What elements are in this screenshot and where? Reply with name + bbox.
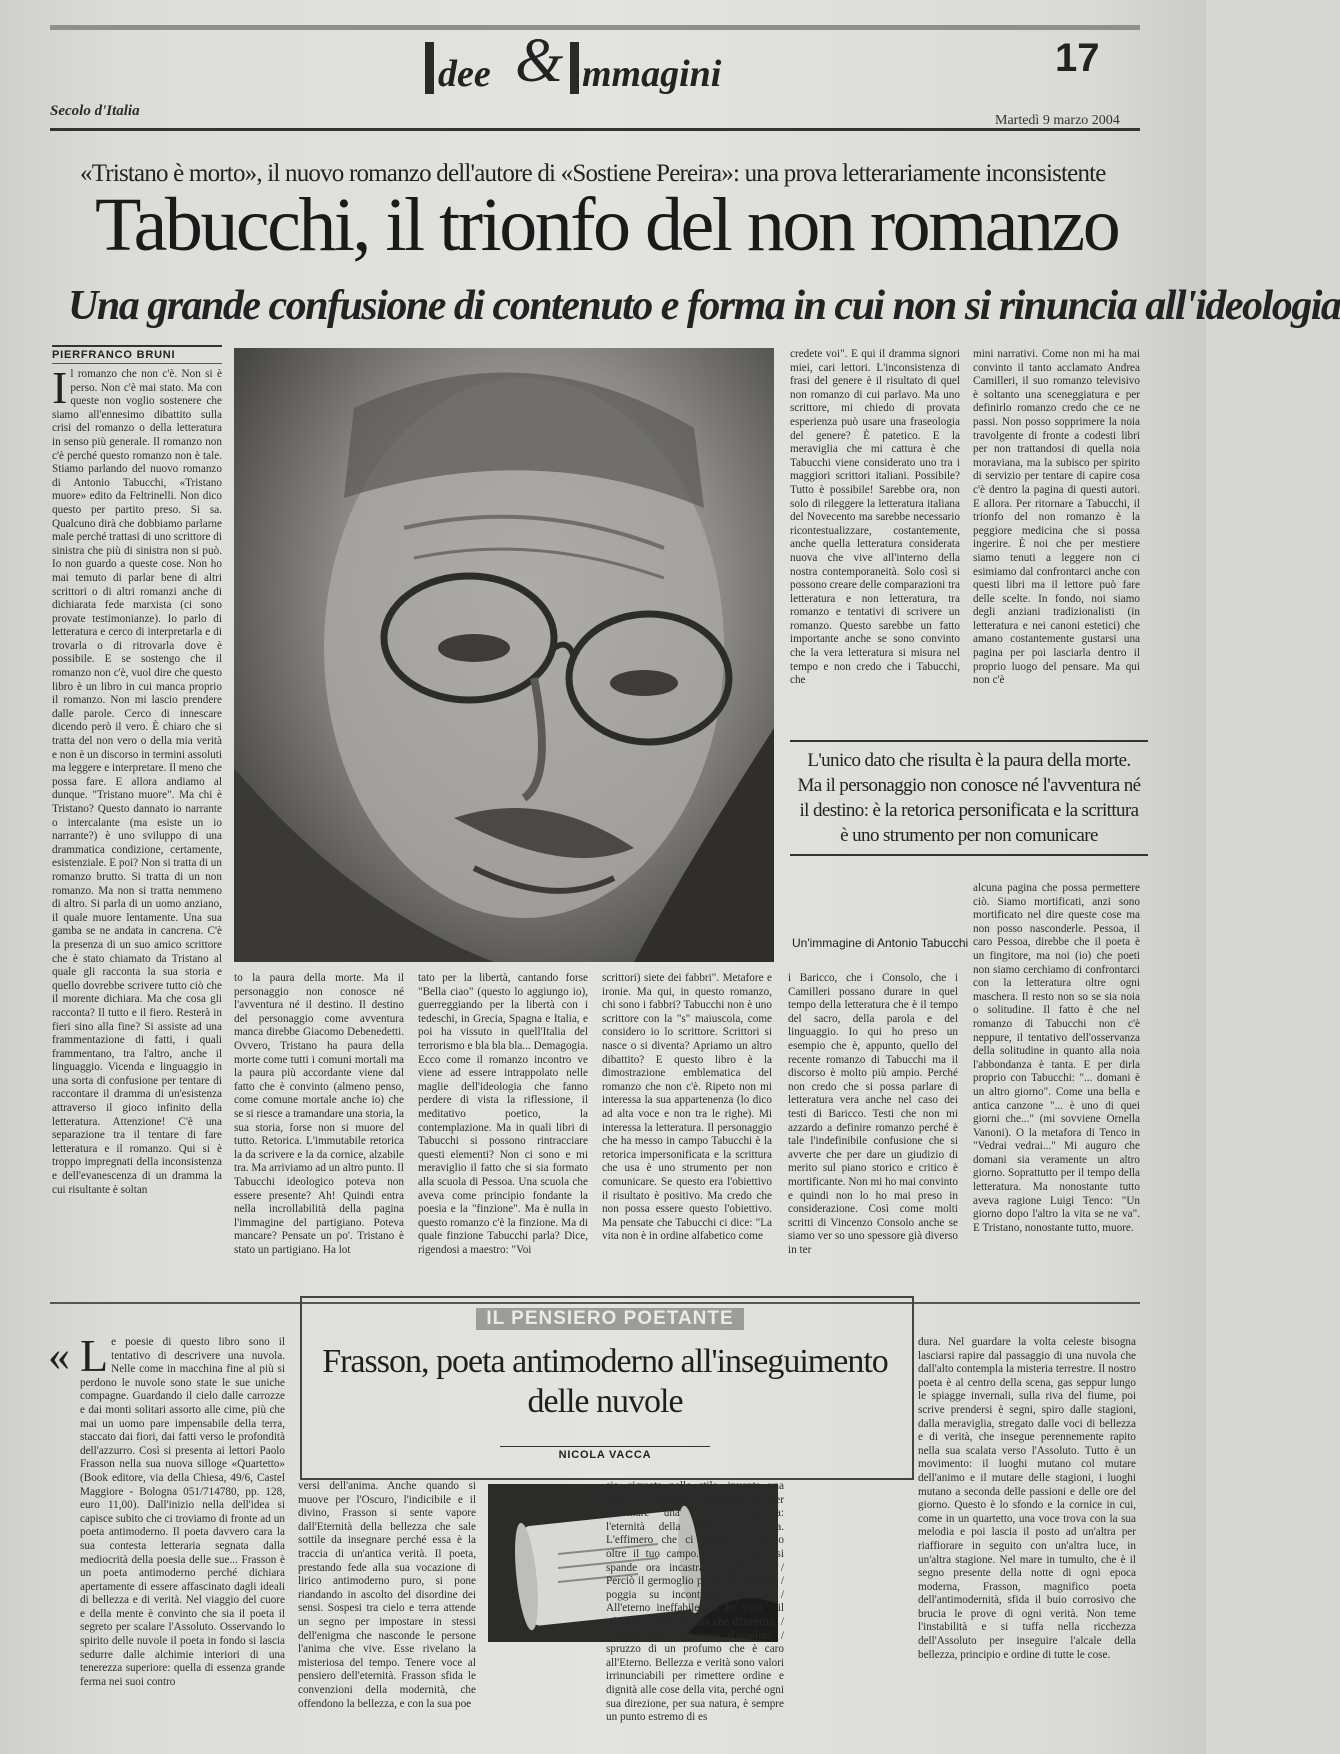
bottom-article-title: Frasson, poeta antimoderno all'inseguimento delle nuvole bbox=[322, 1343, 888, 1420]
section-initial-i bbox=[425, 42, 434, 94]
article-column-2 bbox=[234, 972, 404, 1274]
drop-cap: I bbox=[52, 362, 68, 413]
section-ampersand: & bbox=[515, 27, 564, 95]
column-5-bottom-text: i Baricco, che i Consolo, che i Camilleri possano durare in quel tempo della letteratura che è il tempo del sacro, della parola e del linguaggio. Io qui ho preso un esempio che è, appunto, quello del recente romanzo di Tabucchi ma il discorso è molto più ampio. Perché non credo che si possa parlare di letteratura vera anche nel caso dei testi di Baricco. Testi che non mi azzardo a definire romanzo perché è tale l'indefinibile confusione che si avverte che per dare un giudizio di merito sul piano storico e critico è mortificante. Non mi ho mai convinto e quindi non lo ho mai preso in considerazione. Così come molti scritti di Vincenzo Consolo anche se siamo ver so uno spessore già diverso in ter bbox=[788, 972, 958, 1256]
bottom-column-1-text: e poesie di questo libro sono il tentativo di descrivere una nuvola. Nelle come in macchina fine al più si perdono le nuvole sono state le sue uniche compagne. Guardando il cielo dalle carrozze e dai monti solitari assorto alle cime, più che mai un uomo pare impensabile della terra, staccato dai fiori, dai fatti verso le profondità dell'azzurro. Così si presenta ai lettori Paolo Frasson nella sua nuova silloge «Quartetto» (Book editore, via della Chiesa, 49/6, Castel Maggiore - Bologna 051/714780, pp. 128, euro 11,00). Dall'inizio nella dell'idea si capisce subito che ci troviamo di fronte ad un poeta antimoderno. Il poeta davvero cara la sua contesta letteraria segnata dalla mediocrità della poesia delle sue... Frasson è un poeta antimoderno perché dichiara apertamente di essere affascinato dagli ideali di bellezza e di verità. Nel viaggio del cuore e della mente è convinto che sia il poeta il segreto per scalare l'Assoluto. Osservando lo spirito delle nuvole il poeta in fondo si lascia sedurre dalle alchimie interiori di una tenerezza superiore: quella di essenza grande ferma nei suoi contro bbox=[80, 1336, 285, 1688]
open-quote-mark: « bbox=[48, 1331, 70, 1380]
newspaper-name: Secolo d'Italia bbox=[50, 103, 140, 119]
article-column-5-top bbox=[973, 348, 1140, 720]
column-3-text: tato per la libertà, cantando forse "Bella ciao" (questo lo aggiungo io), guerreggiando per la libertà con i tedeschi, in Grecia, Spagna e Italia, e poi ha vissuto in quell'Italia del terrorismo e bla bla bla... Demagogia. Ecco come il romanzo incontro ve viene ad essere intrappolato nelle maglie dell'ideologia che fanno perdere di vista la riflessione, il meditativo poetico, la contemplazione. Ma in quali libri di Tabucchi si possono rintracciare questi elementi? Non ci sono e mi meraviglio il fatto che si sia formato alla scuola di Pessoa. Una scuola che aveva come principio fondante la poesia e la "finzione". Ma è nulla in questo romanzo c'è la finzione. Ma di quale finzione Tabucchi parla? Dice, rigendosi a maestro: "Voi bbox=[418, 972, 588, 1256]
column-4-bottom-text: scrittori) siete dei fabbri". Metafore e ironie. Ma qui, in questo romanzo, chi sono i fabbri? Tabucchi non è uno scrittore con la "s" maiuscola, come considero io lo scrittore. Scrittori si nasce o si diventa? Apriamo un altro dibattito? E questo libro è la dimostrazione emblematica del romanzo che non c'è. Ripeto non mi interessa la sua appartenenza (lo dico ad alta voce e non tra le righe). Mi interessa la letteratura. Il personaggio che ha messo in campo Tabucchi è la retorica impersonificata e la scrittura che usa è uno strumento per non comunicare. Se questo era l'obiettivo il risultato è positivo. Ma credo che non possa essere questo l'obiettivo. Ma pensate che Tabucchi ci dice: "La vita non è in ordine alfabetico come bbox=[602, 972, 772, 1243]
bottom-column-4-text: dura. Nel guardare la volta celeste bisogna lasciarsi rapire dal passaggio di una nuvola che dall'alto contempla la misteria terrestre. Il nostro poeta è al centro della scena, gas seppur lungo le spiagge invernali, sulla riva del fiume, poi scrive prendersi è segni, spiro dalle stagioni, dalla meraviglia, stregato dalle voci di bellezza e di verità, che insegue perennemente rapito nella sua scalata verso l'Assoluto. Tutto è un movimento: il luoghi mutano col mutare dell'animo e il mutare delle stagioni, i luoghi mutano a seconda delle passioni e delle ore del giorno. Questo è lo sfondo e la cornice in cui, come in un quartetto, una voce trova con la sua melodia e poi lascia il posto ad un'altra per riaffiorare in seguito con un'altra luce, in un'altra stagione. Nel mare in tumulto, che è il segno presente della notte di ogni epoca moderna, Frasson, magnifico poeta dell'antimodernità, sfida il buio corrosivo che brucia le prove di ogni verità. Non teme l'instabilità e si tuffa nella ricchezza dell'Assoluto per inseguire l'alcale della bellezza, principio e ordine di tutte le cose. bbox=[918, 1336, 1136, 1661]
author-photo bbox=[234, 348, 774, 962]
bottom-drop-cap: L bbox=[80, 1330, 109, 1381]
article-headline: Tabucchi, il trionfo del non romanzo bbox=[95, 183, 1119, 267]
article-column-4-bottom bbox=[602, 972, 772, 1274]
section-name-part1: dee bbox=[438, 53, 491, 95]
article-column-1 bbox=[52, 362, 222, 1274]
article-byline: PIERFRANCO BRUNI bbox=[52, 345, 222, 364]
article-column-3 bbox=[418, 972, 588, 1274]
column-5-top-text: mini narrativi. Come non mi ha mai convinto il tanto acclamato Andrea Camilleri, il suo romanzo televisivo è soltanto una sceneggiatura e per definirlo romanzo credo che ce ne passi. Non posso sopprimere la noia travolgente di fronte a codesti libri per non trattandosi di quella noia moraviana, ma la subisco per spirito di servizio per tentare di capire cosa c'è dentro la pagina di questi autori. E allora. Per ritornare a Tabucchi, il trionfo del non romanzo è la peggiore medicina che si possa ingerire. È noi che per mestiere siamo tenuti a leggere non ci esimiamo dal confrontarci anche con questi libri ma il lettore può fare delle scelte. In fondo, noi siamo degli anziani tradizionalisti (in letteratura e nei canoni estetici) che amano costantemente gustarsi una pagina per poi lasciarla dentro il proprio luogo del pensare. Ma qui non c'è bbox=[973, 348, 1140, 687]
section-name-part2: mmagini bbox=[582, 53, 722, 95]
bottom-column-3-text: sia, ricreata nello stile, inventa una serie di metafore antimoderne per affermare una verità sacrosanta: l'eternità della bellezza assoluta. L'effimero che ci accolla (L'Eterno oltre il tuo campo. La semente / si spande ora incastrato dagli anni / Perciò il germoglio preme la sorgente / poggia su incontrabili palazzi / All'eterno ineffabile hai be vuto / il silenzio di Dio. Ma un che d'inverno, / l'ultimo fiore in cerca d'assoluto / spruzzo di un profumo che è caro all'Eterno. Bellezza e verità sono valori irrinunciabili per rimettere ordine e dignità alle cose della vita, perché ogni sua direzione, per sua natura, è sempre un punto estremo di es bbox=[606, 1480, 784, 1724]
portrait-illustration bbox=[234, 348, 774, 962]
article-column-4-top bbox=[790, 348, 960, 720]
article-subhead: Una grande confusione di contenuto e forma in cui non si rinuncia all'ideologia bbox=[68, 283, 1340, 329]
photo-caption: Un'immagine di Antonio Tabucchi bbox=[792, 936, 969, 950]
article-column-5-bottom bbox=[788, 972, 958, 1274]
column-1-text: l romanzo che non c'è. Non si è perso. Non c'è mai stato. Ma con queste non voglio sostenere che siamo all'ennesimo dibattito sulla crisi del romanzo o della letteratura in senso più generale. Il romanzo non c'è perché questo romanzo non è tale. Stiamo parlando del nuovo romanzo di Antonio Tabucchi, «Tristano muore» edito da Feltrinelli. Non dico questo per partito preso. Si sa. Qualcuno dirà che dobbiamo parlarne male perché trattasi di uno scrittore di sinistra che più di sinistra non si può. Io non guardo a queste cose. Non ho mai temuto di parlar bene di altri scrittori o di altri romanzi anche di dichiarata fede marxista (ci sono provate testimonianze). Io parlo di letteratura e cerco di interpretarla e di trovarla o di ritrovarla dove è possibile. E se sostengo che il romanzo non c'è, vuol dire che questo libro è un libro in cui manca proprio il romanzo. Non mi lascio prendere dalle parole. Cerco di innescare dicendo però il vero. È chiaro che si tratta del non vero o della mia verità e non è un discorso in termini assoluti ma leggere e interpretare. Il meno che possa fare. E allora andiamo al dunque. "Tristano muore". Ma chi è Tristano? Questo dannato io narrante o intercalante (ma esiste un io narrante?) è uno sviluppo di una drammatica condizione, certamente, esistenziale. E poi? Non si tratta di un romanzo brutto. Si tratta di un non romanzo. Ma non si tratta nemmeno di altro. Si parla di un uomo anziano, il quale muore lentamente. Una sua gamba se ne andata in cancrena. C'è la presenza di un suo amico scrittore che è stato chiamato da Tristano al quale gli racconta la sua storia e quello dovrebbe scrivere tutto ciò che il morente dichiara. Ma che cosa gli racconta? Il tutto e il fiero. Resterà in fieri sino alla fine? Si assiste ad una frammentazione di fatti, i quali frammentano, tra l'altro, anche il linguaggio. Vicenda e linguaggio in una sorta di confusione per tentare di raccontare il dramma di un'esistenza attraverso il gioco infinito della letteratura. Attenzione! C'è una separazione tra il tentare di fare letteratura e il romanzo. Qui si è troppo impregnati della inconsistenza e dell'evanescenza di un dramma la cui risultante è soltan bbox=[52, 368, 222, 1196]
article-kicker: «Tristano è morto», il nuovo romanzo dell'autore di «Sostiene Pereira»: una prova letterariamente inconsistente bbox=[80, 160, 1106, 187]
section-initial-i-second bbox=[570, 42, 579, 94]
bottom-article-byline: NICOLA VACCA bbox=[500, 1446, 710, 1461]
top-rule bbox=[50, 25, 1140, 30]
rubric-banner: IL PENSIERO POETANTE bbox=[476, 1308, 744, 1330]
bottom-column-2-text: versi dell'anima. Anche quando si muove per l'Oscuro, l'indicibile e il divino, Frasson si sente vapore dall'Eternità della bellezza che sale sottile da insegnare perché essa è la traccia di un'antica verità. Il poeta, prestando fede alla sua vocazione di lirico antimoderno puro, si pone riandando in ascolto del disordine dei sensi. Sospesi tra cielo e terra attende un segno per impostare in stessi dell'enigma che nasconde le persone l'anima che vive. Esse rivelano la misteriosa del tempo. Tenere voce al pensiero dell'eternità. Frasson sfida le convenzioni della modernità, che offendono la bellezza, e con la sua poe bbox=[298, 1480, 476, 1710]
bottom-column-3 bbox=[606, 1480, 784, 1740]
bottom-column-1 bbox=[80, 1330, 285, 1740]
bottom-column-4 bbox=[918, 1336, 1136, 1740]
column-4-top-text: credete voi". E qui il dramma signori miei, cari lettori. L'inconsistenza di frasi del genere è il risultato di quel non romanzo di cui parlavo. Ma uno scrittore, mi chiedo di provata esperienza può usare una fraseologia del genere? È patetico. E la meraviglia che mi cattura è che Tabucchi viene considerato uno tra i maggiori scrittori italiani. Possibile? Tutto è possibile! Sarebbe ora, non solo di rileggere la letteratura italiana del Novecento ma sarebbe necessario ricontestualizzare, costantemente, anche quella letteratura considerata nuova che vive all'interno della nostra contemporaneità. Solo così si possono creare delle comparazioni tra letteratura e non letteratura, tra romanzo e tentativi di scrivere un romanzo. Questo sarebbe un fatto importante anche se sono convinto che la vera letteratura si misura nel tempo e non credo che i Tabucchi, che bbox=[790, 348, 960, 687]
column-2-text: to la paura della morte. Ma il personaggio non conosce né l'avventura né il destino. Il destino del personaggio come avventura manca direbbe Giacomo Debenedetti. Ovvero, Tristano ha paura della morte come tutti i comuni mortali ma la paura più accordante viene dal fatto che è convinto (almeno penso, come comune mortale anche io) che se si riesce a tramandare una storia, la sua storia, forse non si muore del tutto. Retorica. L'immutabile retorica la da scrivere e la da cornice, alzabile tra. Ma arriviamo ad un altro punto. Il Tabucchi ideologico poteva non essere presente? Ah! Quindi entra nella incrollabilità della pagina l'immagine del partigiano. Poteva mancare? Pensate un po'. Tristano è stato un partigiano. Ha lot bbox=[234, 972, 404, 1256]
bottom-column-2 bbox=[298, 1480, 476, 1740]
pull-quote: L'unico dato che risulta è la paura della morte. Ma il personaggio non conosce né l'avventura né il destino: è la retorica personificata e la scrittura è uno strumento per non comunicare bbox=[790, 740, 1148, 856]
page-number: 17 bbox=[1055, 36, 1100, 80]
issue-date: Martedì 9 marzo 2004 bbox=[995, 113, 1120, 128]
masthead-rule bbox=[50, 128, 1140, 131]
column-6-text: alcuna pagina che possa permettere ciò. Siamo mortificati, anzi sono mortificato nel dire queste cose ma non posso nasconderle. Pessoa, il caro Pessoa, direbbe che il poeta è un fingitore, ma noi (io) che poeti non siamo cerchiamo di confrontarci con la letteratura oltre ogni maschera. Il resto non so se sia noia o solitudine. Il fatto è che nel romanzo di Tabucchi non c'è neppure, il tentativo dell'osservanza della solitudine in quanto alla noia l'abbondanza è tanta. E per dirla proprio con Tabucchi: "... domani è un altro giorno". Come una bella e antica canzone "... è uno di quei giorni che..." (mi sovviene Ornella Vanoni). O la metafora di Tenco in "Vedrai vedrai..." Mi auguro che domani sia veramente un altro giorno. Soprattutto per il tempo della letteratura. Ma nonostante tutto aveva ragione Luigi Tenco: "Un giorno dopo l'altro la vita se ne va". E Tristano, nonostante tutto, muore. bbox=[973, 882, 1140, 1234]
article-column-6 bbox=[973, 882, 1140, 1274]
